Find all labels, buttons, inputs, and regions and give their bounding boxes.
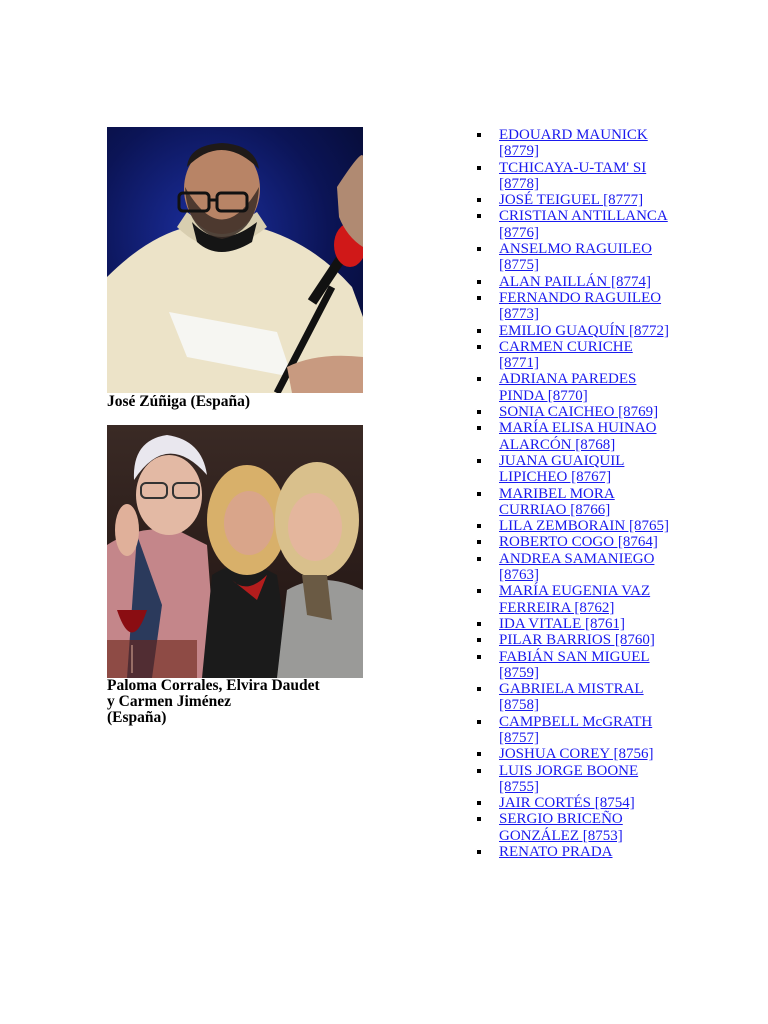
author-link[interactable]: JOSÉ TEIGUEL [8777] xyxy=(499,192,644,209)
list-item xyxy=(474,208,674,241)
photo-corrales-daudet-jimenez xyxy=(107,425,363,678)
list-item xyxy=(474,746,674,762)
author-link[interactable]: ROBERTO COGO [8764] xyxy=(499,534,658,551)
author-link[interactable]: PILAR BARRIOS [8760] xyxy=(499,632,655,649)
list-item xyxy=(474,551,674,584)
list-item xyxy=(474,534,674,550)
author-link[interactable]: CARMEN CURICHE [8771] xyxy=(499,338,633,372)
caption-line: Paloma Corrales, Elvira Daudet xyxy=(107,677,320,694)
author-link[interactable]: CAMPBELL McGRATH [8757] xyxy=(499,713,653,746)
author-link-list xyxy=(474,127,674,860)
list-item xyxy=(474,453,674,486)
author-link[interactable]: IDA VITALE [8761] xyxy=(499,615,625,632)
photo-caption xyxy=(107,678,367,726)
list-item xyxy=(474,404,674,420)
list-item xyxy=(474,371,674,404)
list-item xyxy=(474,714,674,747)
list-item xyxy=(474,420,674,453)
list-item xyxy=(474,160,674,193)
list-item xyxy=(474,518,674,534)
author-link[interactable]: FABIÁN SAN MIGUEL [8759] xyxy=(499,648,650,681)
author-link[interactable]: GABRIELA MISTRAL [8758] xyxy=(499,681,644,714)
photo-group-image xyxy=(107,425,363,678)
author-link[interactable]: MARIBEL MORA CURRIAO [8766] xyxy=(499,485,615,518)
author-link[interactable]: ADRIANA PAREDES PINDA [8770] xyxy=(499,371,637,404)
caption-line: José Zúñiga (España) xyxy=(107,393,250,410)
author-link[interactable]: ANDREA SAMANIEGO [8763] xyxy=(499,550,655,584)
author-link[interactable]: MARÍA ELISA HUINAO ALARCÓN [8768] xyxy=(499,420,657,453)
author-link[interactable]: JAIR CORTÉS [8754] xyxy=(499,795,635,812)
author-link[interactable]: TCHICAYA-U-TAM' SI [8778] xyxy=(499,159,647,192)
list-item xyxy=(474,290,674,323)
author-link[interactable]: CRISTIAN ANTILLANCA [8776] xyxy=(499,208,668,241)
list-item xyxy=(474,795,674,811)
list-item xyxy=(474,811,674,844)
list-item xyxy=(474,274,674,290)
list-item xyxy=(474,241,674,274)
list-item xyxy=(474,486,674,519)
author-link[interactable]: EDOUARD MAUNICK [8779] xyxy=(499,127,648,160)
author-link[interactable]: SERGIO BRICEÑO GONZÁLEZ [8753] xyxy=(499,811,623,844)
author-link[interactable]: FERNANDO RAGUILEO [8773] xyxy=(499,289,662,323)
author-link[interactable]: ANSELMO RAGUILEO [8775] xyxy=(499,241,652,274)
photo-jose-zuniga-image xyxy=(107,127,363,393)
author-link[interactable]: SONIA CAICHEO [8769] xyxy=(499,404,659,421)
list-item xyxy=(474,681,674,714)
caption-line: y Carmen Jiménez xyxy=(107,693,231,710)
photo-caption xyxy=(107,394,367,410)
author-link[interactable]: MARÍA EUGENIA VAZ FERREIRA [8762] xyxy=(499,583,651,616)
list-item xyxy=(474,763,674,796)
list-item xyxy=(474,649,674,682)
author-link[interactable]: LILA ZEMBORAIN [8765] xyxy=(499,518,669,535)
photo-jose-zuniga xyxy=(107,127,363,393)
caption-line: (España) xyxy=(107,709,167,726)
author-link[interactable]: RENATO PRADA xyxy=(499,844,613,861)
list-item xyxy=(474,339,674,372)
author-link[interactable]: JUANA GUAIQUIL LIPICHEO [8767] xyxy=(499,452,625,486)
author-link[interactable]: JOSHUA COREY [8756] xyxy=(499,746,654,763)
list-item xyxy=(474,632,674,648)
list-item xyxy=(474,323,674,339)
author-link[interactable]: EMILIO GUAQUÍN [8772] xyxy=(499,322,669,339)
list-item xyxy=(474,616,674,632)
list-item xyxy=(474,583,674,616)
author-link[interactable]: ALAN PAILLÁN [8774] xyxy=(499,273,651,290)
author-link[interactable]: LUIS JORGE BOONE [8755] xyxy=(499,762,639,795)
list-item xyxy=(474,844,674,860)
list-item xyxy=(474,127,674,160)
list-item xyxy=(474,192,674,208)
